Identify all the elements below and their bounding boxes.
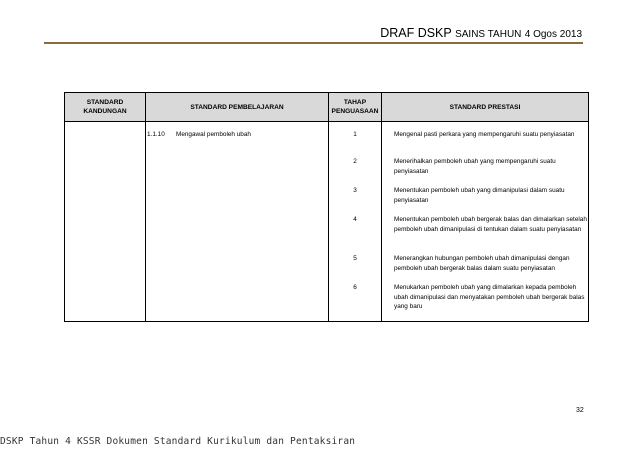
level-number: 3 <box>353 187 357 194</box>
level-description: Menentukan pemboleh ubah bergerak balas dan dimalarkan setelah pemboleh ubah dimanipulasi di tentukan dalam suatu penyiasatan <box>394 216 587 233</box>
level-description: Menerangkan hubungan pemboleh ubah dimanipulasi dengan pemboleh ubah bergerak balas dalam suatu penyiasatan <box>394 255 570 272</box>
level-number: 6 <box>353 284 357 291</box>
col-standard-kandungan-label: STANDARD KANDUNGAN <box>83 99 127 115</box>
col-tahap-penguasaan-label: TAHAP PENGUASAAN <box>331 99 379 115</box>
level-number: 1 <box>353 131 357 138</box>
title-sains: SAINS TAHUN <box>455 29 522 40</box>
col-standard-kandungan <box>65 93 145 121</box>
standards-table <box>64 92 589 322</box>
title-draf: DRAF DSKP <box>380 26 452 40</box>
column-divider <box>328 93 329 321</box>
level-description: Mengenal pasti perkara yang mempengaruhi suatu penyiasatan <box>394 131 575 138</box>
col-tahap-penguasaan <box>329 93 381 121</box>
col-standard-pembelajaran <box>146 93 328 121</box>
sp-code: 1.1.10 <box>147 131 165 138</box>
level-number: 2 <box>353 158 357 165</box>
document-title <box>380 26 582 40</box>
column-divider <box>381 93 382 321</box>
level-number: 5 <box>353 255 357 262</box>
header-rule <box>44 42 583 44</box>
sp-text: Mengawal pemboleh ubah <box>176 131 251 138</box>
footer-text: DSKP Tahun 4 KSSR Dokumen Standard Kurikulum dan Pentaksiran <box>0 436 356 447</box>
level-description: Menentukan pemboleh ubah yang dimanipulasi dalam suatu penyiasatan <box>394 187 565 204</box>
col-standard-pembelajaran-label: STANDARD PEMBELAJARAN <box>190 103 284 111</box>
level-description: Menerihalkan pemboleh ubah yang mempengaruhi suatu penyiasatan <box>394 158 556 175</box>
page-number: 32 <box>576 407 584 414</box>
table-header-row <box>65 93 588 122</box>
col-standard-prestasi <box>382 93 588 121</box>
level-description: Menukarkan pemboleh ubah yang dimalarkan kepada pemboleh ubah dimanipulasi dan menyatakan pemboleh ubah bergerak balas yang baru <box>394 284 585 310</box>
level-number: 4 <box>353 216 357 223</box>
column-divider <box>145 93 146 321</box>
title-date: 4 Ogos 2013 <box>524 29 582 40</box>
col-standard-prestasi-label: STANDARD PRESTASI <box>449 103 521 111</box>
